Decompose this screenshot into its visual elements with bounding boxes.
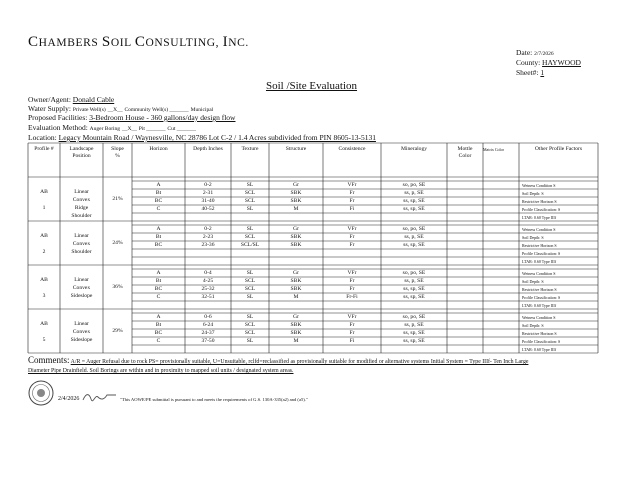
cell-texture: SCL bbox=[244, 285, 256, 292]
profile-factor: Restrictive Horizon S bbox=[522, 242, 557, 248]
cell-consistence: Fr bbox=[349, 329, 355, 336]
cell-mineralogy: ss, sp, SE bbox=[403, 337, 425, 344]
cell-depth-inches: 0-4 bbox=[204, 269, 212, 276]
landscape-position: Sideslope bbox=[70, 293, 93, 299]
cell-consistence: Fr bbox=[349, 189, 355, 196]
cell-consistence: VFr bbox=[347, 269, 357, 276]
profile-factor: Wetness Condition S bbox=[522, 270, 556, 276]
landscape-position: Shoulder bbox=[71, 213, 92, 219]
cell-structure: M bbox=[293, 205, 299, 212]
cell-texture: SL bbox=[246, 337, 254, 344]
cell-mineralogy: ss, sp, SE bbox=[403, 205, 425, 212]
header-matrix-color: Matrix Color bbox=[483, 147, 504, 152]
cell-consistence: Fi bbox=[349, 337, 355, 344]
profile-factor: Profile Classification: S bbox=[522, 250, 561, 256]
cell-structure: SBK bbox=[290, 197, 302, 204]
cell-texture: SL bbox=[246, 181, 254, 188]
landscape-position: Sideslope bbox=[70, 337, 93, 343]
cell-structure: SBK bbox=[290, 233, 302, 240]
cell-depth-inches: 24-37 bbox=[201, 329, 215, 336]
cell-texture: SCL bbox=[244, 329, 256, 336]
cell-structure: SBK bbox=[290, 329, 302, 336]
landscape-position: Linear bbox=[74, 321, 89, 327]
cell-consistence: Fr bbox=[349, 277, 355, 284]
landscape-position: Convex bbox=[72, 241, 91, 247]
cell-mineralogy: ss, p, SE bbox=[404, 277, 424, 284]
landscape-position: Convex bbox=[72, 285, 91, 291]
header-mottle-color: Color bbox=[458, 153, 472, 159]
header-slope-: % bbox=[115, 153, 120, 159]
cell-mineralogy: so, po, SE bbox=[402, 225, 426, 232]
cell-horizon: Bt bbox=[155, 189, 162, 196]
cell-texture: SCL bbox=[244, 321, 256, 328]
cell-horizon: C bbox=[156, 293, 161, 300]
cell-consistence: Fi bbox=[349, 205, 355, 212]
facilities-value: 3-Bedroom House - 360 gallons/day design flow bbox=[89, 113, 236, 122]
slope-value: 21% bbox=[112, 196, 123, 202]
cell-depth-inches: 0-2 bbox=[204, 225, 212, 232]
location-line: Location: Legacy Mountain Road / Waynesville, NC 28786 Lot C-2 / 1.4 Acres subdivided from PIN 8605-13-5131 bbox=[28, 133, 376, 142]
cell-mineralogy: ss, sp, SE bbox=[403, 197, 425, 204]
cell-horizon: C bbox=[156, 205, 161, 212]
profile-number: 2 bbox=[42, 249, 46, 255]
cell-texture: SCL bbox=[244, 277, 256, 284]
landscape-position: Linear bbox=[74, 189, 89, 195]
profile-number: 1 bbox=[42, 205, 46, 211]
profile-factor: LTAR: 0.60 Type IIIf bbox=[522, 346, 557, 352]
cell-depth-inches: 31-40 bbox=[201, 197, 215, 204]
cell-depth-inches: 0-2 bbox=[204, 181, 212, 188]
profile-id: AB bbox=[40, 277, 48, 283]
cell-texture: SCL bbox=[244, 189, 256, 196]
slope-value: 36% bbox=[112, 284, 123, 290]
comments-text-2: Diameter Pipe Drainfield. Soil Borings are within and in proximity to mapped soil units / designated system areas. bbox=[28, 368, 294, 374]
profile-id: AB bbox=[40, 233, 48, 239]
cell-structure: Gr bbox=[293, 269, 299, 276]
cell-texture: SL bbox=[246, 293, 254, 300]
profile-factor: Profile Classification: S bbox=[522, 206, 561, 212]
cell-structure: SBK bbox=[290, 285, 302, 292]
comments bbox=[28, 356, 598, 376]
cell-mineralogy: so, po, SE bbox=[402, 313, 426, 320]
cell-mineralogy: ss, sp, SE bbox=[403, 241, 425, 248]
profile-factor: Restrictive Horizon S bbox=[522, 330, 557, 336]
cell-horizon: A bbox=[156, 181, 161, 188]
profile-factor: LTAR: 0.60 Type IIIf bbox=[522, 214, 557, 220]
profile-factor: Restrictive Horizon S bbox=[522, 286, 557, 292]
comments-label: Comments: bbox=[28, 355, 70, 365]
cell-depth-inches: 0-6 bbox=[204, 313, 212, 320]
cell-mineralogy: ss, p, SE bbox=[404, 321, 424, 328]
cell-mineralogy: so, po, SE bbox=[402, 181, 426, 188]
signature-date: 2/4/2026 bbox=[58, 396, 80, 402]
cell-structure: SBK bbox=[290, 321, 302, 328]
header-profile-: Profile # bbox=[34, 146, 54, 152]
cell-depth-inches: 2-31 bbox=[202, 189, 214, 196]
profile-factor: Wetness Condition S bbox=[522, 182, 556, 188]
cell-horizon: BC bbox=[154, 329, 163, 336]
profile-factor: Soil Depth: S bbox=[522, 322, 544, 328]
cell-horizon: BC bbox=[154, 241, 163, 248]
company-name-text: CHAMBERS SOIL CONSULTING, INC. bbox=[28, 34, 249, 50]
profile-factor: Soil Depth: S bbox=[522, 278, 544, 284]
landscape-position: Shoulder bbox=[71, 249, 92, 255]
cell-structure: SBK bbox=[290, 277, 302, 284]
cell-structure: Gr bbox=[293, 225, 299, 232]
header-landscape-position: Position bbox=[72, 153, 91, 159]
cell-mineralogy: ss, p, SE bbox=[404, 189, 424, 196]
cell-mineralogy: ss, sp, SE bbox=[403, 293, 425, 300]
county-label: County: bbox=[516, 58, 541, 67]
owner-value: Donald Cable bbox=[72, 95, 115, 104]
owner-line: Owner/Agent: Donald Cable bbox=[28, 95, 115, 104]
cell-mineralogy: ss, p, SE bbox=[404, 233, 424, 240]
cell-mineralogy: ss, sp, SE bbox=[403, 329, 425, 336]
cell-depth-inches: 32-51 bbox=[201, 293, 215, 300]
cell-horizon: A bbox=[156, 313, 161, 320]
header-other-profile-factors: Other Profile Factors bbox=[534, 146, 583, 152]
cell-depth-inches: 4-25 bbox=[202, 277, 214, 284]
cell-horizon: C bbox=[156, 337, 161, 344]
signature-statement: "This AOWE/PE submittal is pursuant to and meets the requirements of G.S. 130A-335(a2) and (a5)." bbox=[120, 397, 308, 402]
landscape-position: Convex bbox=[72, 197, 91, 203]
comments-text-1: A/R = Auger Refusal due to rock PS= provisionally suitable, U=Unsuitable, rclfd=reclassified as provisionally suitable for modified or alternative systems Initial System = Type IIIf- Ten Inch Large bbox=[70, 359, 529, 365]
header-depth-inches: Depth Inches bbox=[193, 146, 223, 152]
cell-structure: Gr bbox=[293, 181, 299, 188]
cell-horizon: Bt bbox=[155, 321, 162, 328]
cell-texture: SCL bbox=[244, 197, 256, 204]
cell-consistence: Fr bbox=[349, 233, 355, 240]
cell-horizon: BC bbox=[154, 197, 163, 204]
cell-consistence: VFr bbox=[347, 225, 357, 232]
cell-mineralogy: so, po, SE bbox=[402, 269, 426, 276]
cell-texture: SCL bbox=[244, 233, 256, 240]
header-slope-: Slope bbox=[111, 146, 124, 152]
cell-consistence: Fr bbox=[349, 197, 355, 204]
header-mottle-color: Mottle bbox=[457, 146, 473, 152]
header-landscape-position: Landscape bbox=[69, 146, 94, 152]
cell-texture: SL bbox=[246, 225, 254, 232]
landscape-position: Linear bbox=[74, 233, 89, 239]
cell-depth-inches: 37-50 bbox=[201, 337, 215, 344]
landscape-position: Convex bbox=[72, 329, 91, 335]
cell-horizon: Bt bbox=[155, 277, 162, 284]
profile-factor: Restrictive Horizon S bbox=[522, 198, 557, 204]
profile-factor: LTAR: 0.60 Type IIIf bbox=[522, 302, 557, 308]
header-texture: Texture bbox=[241, 146, 259, 152]
profile-id: AB bbox=[40, 189, 48, 195]
location-value: Legacy Mountain Road / Waynesville, NC 28786 Lot C-2 / 1.4 Acres subdivided from PIN 8605-13-5131 bbox=[58, 133, 376, 142]
professional-seal-icon bbox=[28, 380, 54, 406]
cell-consistence: Fr bbox=[349, 321, 355, 328]
cell-depth-inches: 23-36 bbox=[201, 241, 215, 248]
profile-factor: LTAR: 0.60 Type IIIf bbox=[522, 258, 557, 264]
page-title: Soil /Site Evaluation bbox=[265, 80, 358, 92]
cell-consistence: Fr bbox=[349, 285, 355, 292]
landscape-position: Linear bbox=[74, 277, 89, 283]
cell-depth-inches: 40-52 bbox=[201, 205, 215, 212]
cell-texture: SL bbox=[246, 313, 254, 320]
profile-factor: Profile Classification: S bbox=[522, 338, 561, 344]
profile-number: 3 bbox=[42, 293, 46, 299]
date-value: 2/7/2026 bbox=[534, 51, 554, 57]
cell-mineralogy: ss, sp, SE bbox=[403, 285, 425, 292]
date-label: Date: bbox=[516, 48, 533, 57]
sheet-value: 1 bbox=[540, 68, 545, 77]
header-horizon: Horizon bbox=[149, 146, 168, 152]
cell-consistence: VFr bbox=[347, 313, 357, 320]
cell-depth-inches: 2-23 bbox=[202, 233, 214, 240]
signature-scribble-icon bbox=[82, 391, 118, 403]
slope-value: 24% bbox=[112, 240, 123, 246]
cell-structure: M bbox=[293, 337, 299, 344]
header-consistence: Consistence bbox=[338, 146, 366, 152]
cell-structure: M bbox=[293, 293, 299, 300]
profile-factor: Wetness Condition S bbox=[522, 226, 556, 232]
cell-structure: Gr bbox=[293, 313, 299, 320]
header-structure: Structure bbox=[285, 146, 307, 152]
cell-structure: SBK bbox=[290, 241, 302, 248]
method-line: Evaluation Method: Auger Boring __X__ Pit _______ Cut _______ bbox=[28, 123, 196, 132]
water-supply-line: Water Supply: Private Well(s) __X__ Community Well(s) _______ Municipal bbox=[28, 104, 214, 113]
cell-texture: SL bbox=[246, 269, 254, 276]
private-well-mark: X bbox=[113, 107, 118, 113]
cell-horizon: A bbox=[156, 225, 161, 232]
profile-factor: Soil Depth: S bbox=[522, 234, 544, 240]
sheet-label: Sheet#: bbox=[516, 68, 539, 77]
cell-structure: SBK bbox=[290, 189, 302, 196]
cell-depth-inches: 6-24 bbox=[202, 321, 214, 328]
county-value: HAYWOOD bbox=[542, 58, 581, 67]
cell-consistence: VFr bbox=[347, 181, 357, 188]
cell-horizon: A bbox=[156, 269, 161, 276]
cell-texture: SCL/SL bbox=[240, 241, 260, 248]
cell-consistence: Fr bbox=[349, 241, 355, 248]
slope-value: 29% bbox=[112, 328, 123, 334]
cell-texture: SL bbox=[246, 205, 254, 212]
auger-mark: X bbox=[127, 126, 132, 132]
landscape-position: Ridge bbox=[74, 205, 89, 211]
facilities-line: Proposed Facilities: 3-Bedroom House - 360 gallons/day design flow bbox=[28, 113, 236, 122]
profile-id: AB bbox=[40, 321, 48, 327]
profile-factor: Wetness Condition S bbox=[522, 314, 556, 320]
profile-number: 5 bbox=[42, 337, 46, 343]
profile-factor: Soil Depth: S bbox=[522, 190, 544, 196]
cell-horizon: BC bbox=[154, 285, 163, 292]
cell-consistence: Fr-Fi bbox=[346, 293, 358, 300]
profile-factor: Profile Classification: S bbox=[522, 294, 561, 300]
header-mineralogy: Mineralogy bbox=[400, 146, 428, 152]
cell-horizon: Bt bbox=[155, 233, 162, 240]
cell-depth-inches: 25-32 bbox=[201, 285, 215, 292]
